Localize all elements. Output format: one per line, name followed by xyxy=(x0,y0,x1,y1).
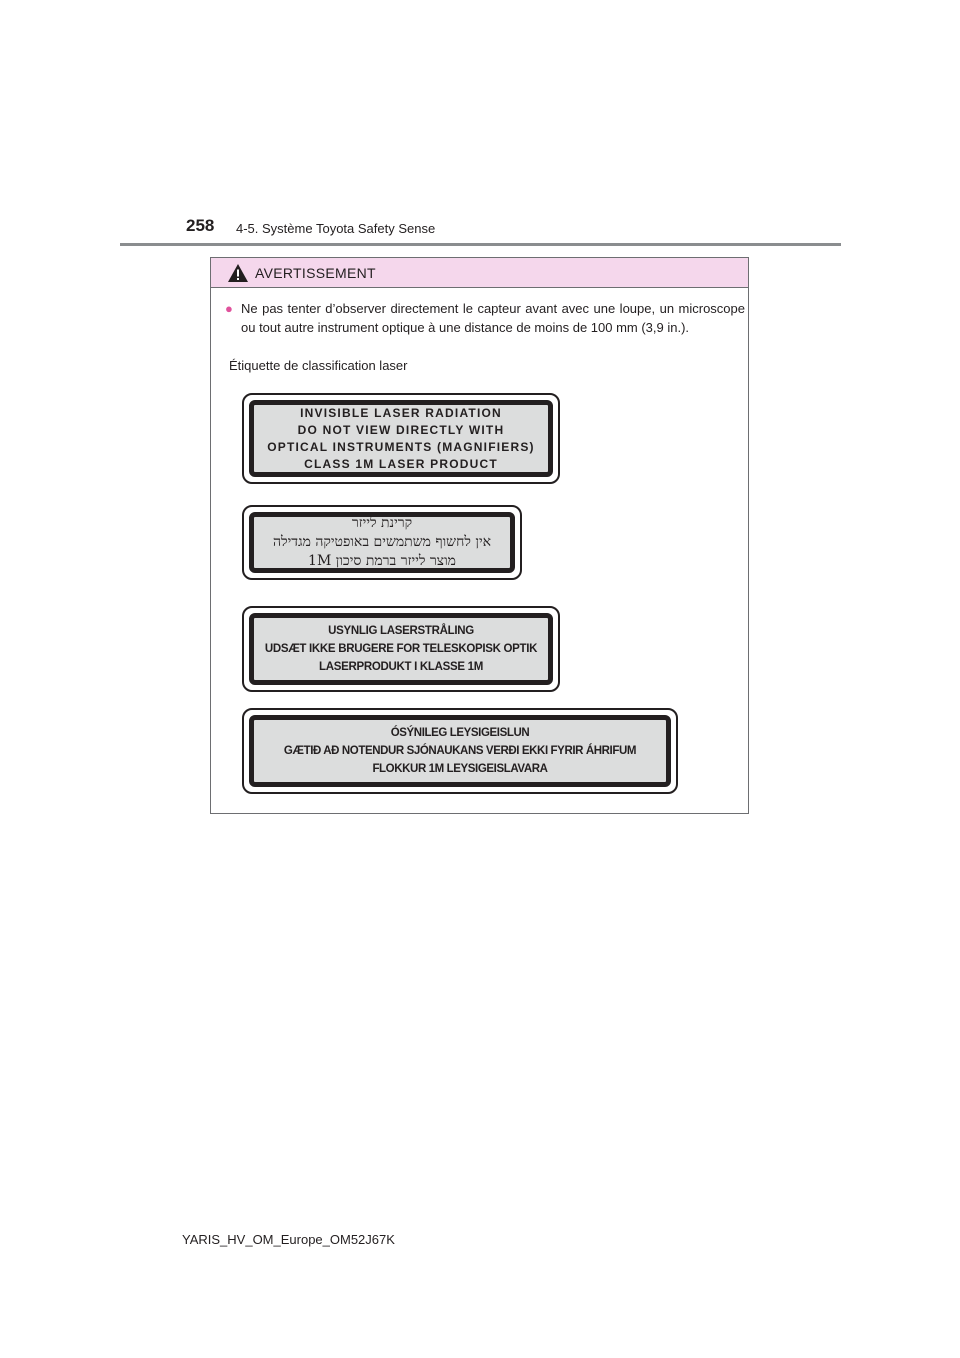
laser-label-line: INVISIBLE LASER RADIATION xyxy=(300,405,502,420)
laser-label-line: LASERPRODUKT I KLASSE 1M xyxy=(318,661,484,673)
laser-label-line: קרינת לייזר xyxy=(351,515,413,531)
laser-label-line: FLOKKUR 1M LEYSIGEISLAVARA xyxy=(372,763,548,775)
laser-label-line: GÆTIÐ AÐ NOTENDUR SJÓNAUKANS VERÐI EKKI FYRIR ÁHRIFUM xyxy=(283,745,637,757)
laser-label-line: OPTICAL INSTRUMENTS (MAGNIFIERS) xyxy=(267,439,535,454)
section-title: 4-5. Système Toyota Safety Sense xyxy=(236,221,436,236)
bullet-dot-icon: ● xyxy=(225,301,233,316)
laser-label-line: UDSÆT IKKE BRUGERE FOR TELESKOPISK OPTIK xyxy=(264,643,538,655)
laser-label-line: אין לחשוף משתמשים באופטיקה מגדילה xyxy=(272,534,492,550)
header-rule xyxy=(120,243,841,246)
laser-label-line: מוצר לייזר ברמת סיכון 1M xyxy=(308,553,456,569)
laser-label-icelandic xyxy=(242,708,678,794)
laser-label-line: ÓSÝNILEG LEYSIGEISLUN xyxy=(390,727,530,739)
warning-triangle-icon xyxy=(227,263,249,283)
warning-bullet-text: Ne pas tenter d’observer directement le capteur avant avec une loupe, un microscope ou tout autre instrument optique à une distance de moins de 100 mm (3,9 in.). xyxy=(241,301,745,335)
laser-label-english xyxy=(242,393,560,484)
laser-label-line: DO NOT VIEW DIRECTLY WITH xyxy=(297,422,505,437)
warning-title: AVERTISSEMENT xyxy=(255,264,376,281)
laser-label-line: USYNLIG LASERSTRÅLING xyxy=(328,625,474,637)
warning-header xyxy=(211,258,748,288)
warning-bullet xyxy=(225,299,745,337)
laser-label-danish xyxy=(242,606,560,692)
laser-label-line: CLASS 1M LASER PRODUCT xyxy=(304,456,498,471)
page-number: 258 xyxy=(186,216,215,235)
footer-document-id: YARIS_HV_OM_Europe_OM52J67K xyxy=(182,1232,395,1247)
label-caption: Étiquette de classification laser xyxy=(229,358,408,373)
laser-label-hebrew xyxy=(242,505,522,580)
